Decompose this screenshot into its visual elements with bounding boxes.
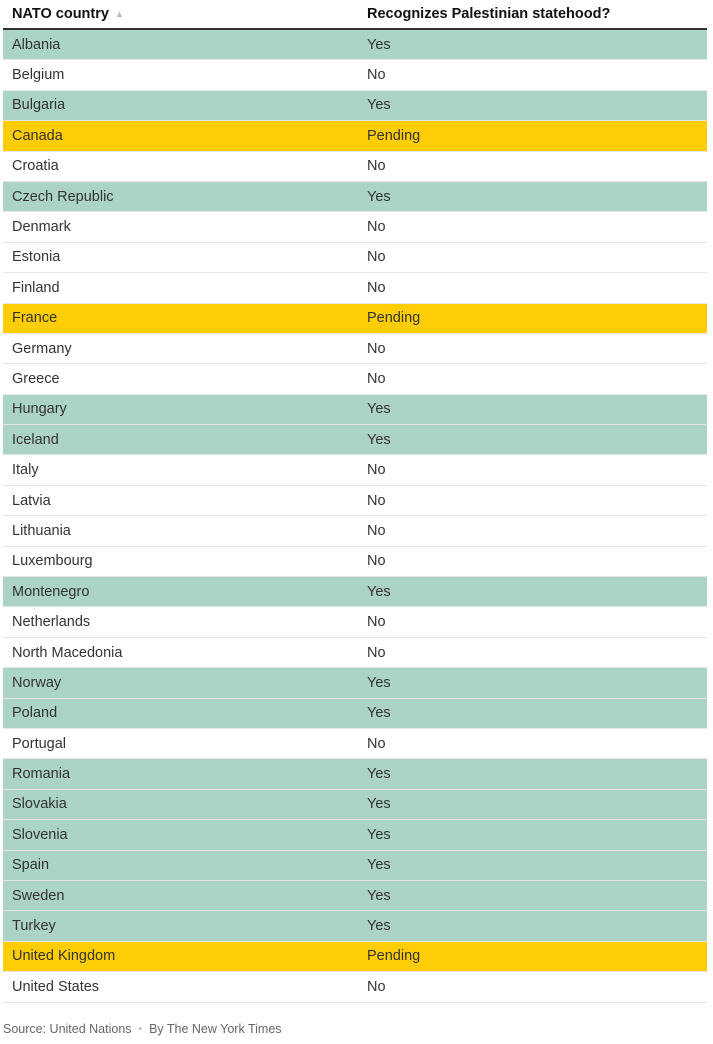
sort-ascending-icon[interactable]: ▲	[114, 9, 124, 19]
table-row	[3, 607, 707, 637]
status-cell: Yes	[367, 796, 391, 813]
table-row	[3, 638, 707, 668]
country-cell: Belgium	[12, 67, 65, 84]
separator-dot: •	[138, 1023, 143, 1035]
footer	[3, 1022, 282, 1036]
country-cell: Slovakia	[12, 796, 67, 813]
country-cell: Estonia	[12, 249, 61, 266]
status-cell: Yes	[367, 583, 391, 600]
country-cell: Hungary	[12, 401, 67, 418]
table-row	[3, 577, 707, 607]
source-text: Source: United Nations	[3, 1022, 132, 1036]
status-cell: No	[367, 978, 386, 995]
status-cell: Yes	[367, 766, 391, 783]
status-cell: Yes	[367, 401, 391, 418]
table-row	[3, 91, 707, 121]
status-cell: Pending	[367, 310, 421, 327]
country-cell: Croatia	[12, 158, 59, 175]
status-cell: No	[367, 279, 386, 296]
table-row	[3, 364, 707, 394]
country-cell: Bulgaria	[12, 97, 66, 114]
country-cell: Portugal	[12, 735, 67, 752]
status-cell: Yes	[367, 188, 391, 205]
status-cell: No	[367, 522, 386, 539]
country-cell: Greece	[12, 370, 60, 387]
status-cell: No	[367, 492, 386, 509]
country-cell: Lithuania	[12, 522, 71, 539]
table-row	[3, 942, 707, 972]
country-cell: Sweden	[12, 887, 65, 904]
table-row	[3, 182, 707, 212]
country-cell: Turkey	[12, 918, 56, 935]
table-row	[3, 547, 707, 577]
table-row	[3, 699, 707, 729]
status-cell: No	[367, 67, 386, 84]
table-row	[3, 486, 707, 516]
table-row	[3, 304, 707, 334]
table-row	[3, 243, 707, 273]
country-cell: Canada	[12, 127, 63, 144]
table-row	[3, 790, 707, 820]
table-row	[3, 668, 707, 698]
table-row	[3, 455, 707, 485]
table-body	[3, 30, 707, 1003]
table-row	[3, 334, 707, 364]
country-column-label: NATO country	[12, 6, 109, 22]
table-row	[3, 820, 707, 850]
status-cell: No	[367, 735, 386, 752]
table-row	[3, 152, 707, 182]
country-cell: Denmark	[12, 219, 71, 236]
table-header	[3, 0, 707, 30]
status-cell: No	[367, 219, 386, 236]
table-row	[3, 425, 707, 455]
country-cell: Luxembourg	[12, 553, 93, 570]
table-row	[3, 516, 707, 546]
status-cell: No	[367, 553, 386, 570]
status-column-header	[358, 6, 610, 22]
table-row	[3, 273, 707, 303]
table-row	[3, 30, 707, 60]
status-cell: No	[367, 614, 386, 631]
country-cell: North Macedonia	[12, 644, 123, 661]
country-cell: Latvia	[12, 492, 51, 509]
country-column-header[interactable]	[3, 6, 358, 22]
status-cell: No	[367, 370, 386, 387]
country-cell: Montenegro	[12, 583, 90, 600]
table-row	[3, 60, 707, 90]
status-cell: No	[367, 644, 386, 661]
country-cell: Slovenia	[12, 826, 68, 843]
country-cell: Iceland	[12, 431, 59, 448]
country-cell: Finland	[12, 279, 60, 296]
status-cell: Yes	[367, 887, 391, 904]
status-cell: Yes	[367, 705, 391, 722]
country-cell: Italy	[12, 462, 39, 479]
table-row	[3, 851, 707, 881]
status-column-label: Recognizes Palestinian statehood?	[367, 6, 611, 22]
status-cell: Yes	[367, 97, 391, 114]
table-row	[3, 911, 707, 941]
status-cell: Yes	[367, 826, 391, 843]
status-cell: Yes	[367, 857, 391, 874]
table-row	[3, 121, 707, 151]
country-cell: Spain	[12, 857, 50, 874]
status-cell: Yes	[367, 918, 391, 935]
status-cell: Yes	[367, 674, 391, 691]
status-cell: No	[367, 158, 386, 175]
status-cell: No	[367, 340, 386, 357]
credit-text: By The New York Times	[149, 1022, 282, 1036]
status-cell: Pending	[367, 127, 421, 144]
table-row	[3, 212, 707, 242]
country-cell: United Kingdom	[12, 948, 116, 965]
status-cell: Yes	[367, 431, 391, 448]
table-row	[3, 881, 707, 911]
country-cell: Czech Republic	[12, 188, 114, 205]
table-row	[3, 395, 707, 425]
status-cell: No	[367, 462, 386, 479]
country-cell: Norway	[12, 674, 62, 691]
country-cell: United States	[12, 978, 100, 995]
recognition-table	[3, 0, 707, 1003]
country-cell: Germany	[12, 340, 72, 357]
status-cell: Yes	[367, 36, 391, 53]
country-cell: Netherlands	[12, 614, 91, 631]
table-row	[3, 759, 707, 789]
table-row	[3, 972, 707, 1002]
country-cell: Romania	[12, 766, 71, 783]
status-cell: No	[367, 249, 386, 266]
table-row	[3, 729, 707, 759]
status-cell: Pending	[367, 948, 421, 965]
country-cell: Albania	[12, 36, 61, 53]
country-cell: Poland	[12, 705, 58, 722]
country-cell: France	[12, 310, 58, 327]
